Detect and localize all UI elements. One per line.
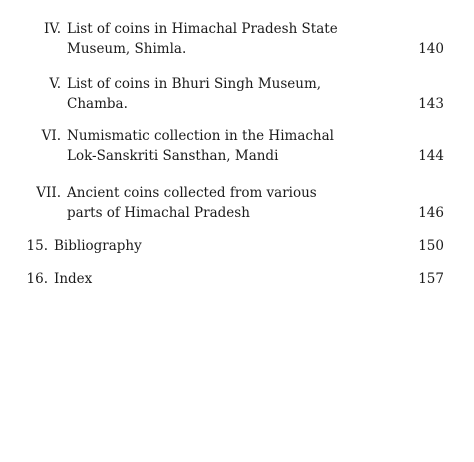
entry-title-line: List of coins in Bhuri Singh Museum,: [67, 76, 322, 92]
entry-page-number: 144: [418, 148, 444, 164]
entry-title: [54, 236, 142, 256]
entry-number: 15.: [26, 238, 48, 254]
entry-page-number: 157: [418, 271, 444, 287]
entry-title-line: Index: [54, 271, 93, 287]
entry-title: [67, 19, 338, 59]
entry-number: VII.: [36, 185, 61, 201]
entry-title-line: parts of Himachal Pradesh: [67, 205, 250, 221]
entry-page-number: 140: [418, 41, 444, 57]
entry-title-line: Ancient coins collected from various: [67, 185, 317, 201]
entry-title-line: Museum, Shimla.: [67, 41, 187, 57]
entry-title-line: Lok-Sanskriti Sansthan, Mandi: [67, 148, 279, 164]
entry-title-line: Numismatic collection in the Himachal: [67, 128, 334, 144]
entry-title-line: List of coins in Himachal Pradesh State: [67, 21, 338, 37]
entry-number: VI.: [41, 128, 61, 144]
entry-title: [67, 183, 317, 223]
entry-title-line: Bibliography: [54, 238, 142, 254]
entry-page-number: 143: [418, 96, 444, 112]
entry-number: IV.: [43, 21, 61, 37]
entry-title: [67, 126, 334, 166]
entry-number: V.: [49, 76, 61, 92]
entry-page-number: 150: [418, 238, 444, 254]
entry-number: 16.: [26, 271, 48, 287]
entry-page-number: 146: [418, 205, 444, 221]
entry-title-line: Chamba.: [67, 96, 128, 112]
entry-title: [54, 269, 92, 289]
entry-title: [67, 74, 321, 114]
